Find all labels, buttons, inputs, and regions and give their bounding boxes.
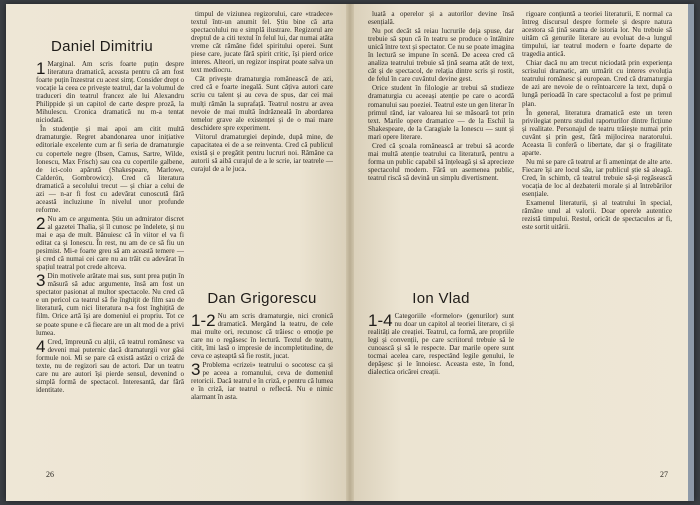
paragraph-text: Nu am scris dramaturgie, nici cronică dramatică. Mergând la teatru, de cele mai multe ori, recunosc că trăiesc o emoție pe care nu o regăsesc în lectură. Textul de teatru, citit, îmi lasă o impresie de incompletitudine, de ceva ce așteaptă să fie rostit, jucat.	[191, 312, 333, 361]
left-column-2-bottom	[191, 312, 333, 458]
right-column-1-bottom	[368, 312, 514, 458]
paragraph	[191, 75, 333, 131]
question-number: 1	[36, 60, 46, 78]
paragraph	[368, 142, 514, 182]
paragraph	[522, 158, 672, 198]
right-column-1	[368, 10, 514, 282]
paragraph-text: luată a operelor și a autorilor devine însă esențială.	[368, 10, 514, 27]
question-number: 4	[36, 336, 46, 356]
paragraph-text: Marginal. Am scris foarte puțin despre literatura dramatică, aceasta pentru că am fost foarte puțin înzestrat cu acest simț. Consider drept o vocație la ceea ce privește teatrul, dar la volumul de traduceri din teatrul francez ale lui Alexandru Philippide și un capitol de carte despre proză, la Mihulescu. Cronica dramatică nu m-a tentat niciodată.	[36, 60, 184, 125]
paragraph-text: Cât privește dramaturgia românească de azi, cred că e foarte inegală. Sunt câțiva autori care scriu cu talent și au ceva de spus, dar cei mai mulți rămân la suprafață. Teatrul nostru ar avea nevoie de mai multă îndrăzneală în abordarea temelor grave ale existenței și de o mai mare deschidere spre experiment.	[191, 75, 333, 132]
heading-daniel-dimitriu: Daniel Dimitriu	[50, 38, 154, 55]
page-number-right: 27	[660, 470, 668, 479]
paragraph	[36, 215, 184, 271]
book-gutter	[346, 4, 354, 501]
paragraph-text: rigoare conțiuntă a teoriei literaturii, E normal ca întreg discursul despre formele și despre natura acestora să țină seama de istoria lor. Nu trebuie să uităm că genurile literare au evoluat de-a lungul timpului, iar teatrul modern e foarte departe de tragedia antică.	[522, 10, 672, 59]
paragraph	[36, 272, 184, 336]
paragraph-text: În general, literatura dramatică este un teren privilegiat pentru studiul raporturilor dintre ficțiune și realitate. Personajul de teatru trăiește numai prin cuvânt și prin gest, fără mijlocirea naratorului. Aceasta îi conferă o libertate, dar și o fragilitate aparte.	[522, 108, 672, 157]
question-number: 3	[191, 360, 201, 380]
paragraph	[522, 10, 672, 58]
right-column-2	[522, 10, 672, 458]
paragraph	[368, 27, 514, 83]
paragraph	[36, 60, 184, 124]
question-number: 1-2	[191, 312, 216, 330]
heading-ion-vlad: Ion Vlad	[412, 290, 470, 307]
paragraph-text: Examenul literaturii, și al teatrului în special, rămâne unul al valorii. Doar operele autentice rezistă timpului. Restul, oricât de spectaculos ar fi, este sortit uitării.	[522, 199, 672, 232]
paragraph	[191, 133, 333, 173]
page-number-left: 26	[46, 470, 54, 479]
paragraph	[522, 59, 672, 107]
question-number: 3	[36, 271, 46, 291]
paragraph	[36, 125, 184, 214]
paragraph-text: Nu mi se pare că teatrul ar fi amenințat de alte arte. Fiecare își are locul său, iar publicul știe să aleagă. Cred, în schimb, că teatrul trebuie să-și regăsească vocația de loc al dezbaterii morale și al întrebărilor esențiale.	[522, 157, 672, 199]
paragraph-text: Din motivele arătate mai sus, sunt prea puțin în măsură să aduc argumente, însă am fost un spectator pasionat al multor spectacole. Nu cred că e un pericol ca teatrul să fie înghițit de film sau de literatură, cum nici literatura n-a fost înghițită de film. Orice artă își are domeniul ei propriu. Tot ce se poate spune e că fiecare are un alt mod de a privi lumea.	[36, 272, 184, 337]
paragraph-text: Orice student în filologie ar trebui să studieze dramaturgia cu aceeași atenție pe care o acordă romanului sau poeziei. Teatrul este un gen literar în primul rând, iar valoarea lui se măsoară tot prin text. Marile opere dramatice — de la Eschil la Shakespeare, de la Caragiale la Ionescu — sunt și mari opere literare.	[368, 84, 514, 141]
paragraph-text: Nu am ce argumenta. Știu un admirator discret al gazetei Thalia, și îl cunosc pe îndelete, și nu mai e așa de mult. Bănuiesc că în viitor el va fi editat ca și Ionescu. În rest, nu am de ce să fiu un pesimist. Mi-e foarte greu să am această temere — și cred că numai cei care nu au trăit cu adevărat în spațiul teatral pot crede altceva.	[36, 214, 184, 272]
paragraph	[191, 361, 333, 401]
left-page	[6, 4, 350, 501]
paragraph	[368, 84, 514, 140]
paragraph-text: Nu pot decât să reiau lucrurile deja spuse, dar trebuie să spun că în teatru se produce o întâlnire unică între text și spectator. Ce nu se poate imagina în lectură se impune în scenă. De aceea cred că analiza teatrului trebuie să țină seama atât de text, cât și de spectacol, de relația dintre scris și rostit, de felul în care cuvântul devine gest.	[368, 27, 514, 84]
paragraph	[191, 10, 333, 74]
question-number: 1-4	[368, 312, 393, 330]
left-column-2	[191, 10, 333, 282]
paragraph-text: Categoriile «formelor» (genurilor) sunt nu doar un capitol al teoriei literare, ci și realități ale creației. Teatrul, ca formă, are propriile legi și convenții, pe care scriitorul trebuie să le cunoască și să le respecte. Dar marile opere sunt tocmai acelea care, respectând legile genului, le depășesc și le înnoiesc. Aceasta este, în fond, dialectica oricărei creații.	[368, 312, 514, 377]
right-page	[350, 4, 694, 501]
paragraph-text: Cred, împreună cu alții, că teatrul românesc va deveni mai puternic dacă dramaturgii vor găsi formule noi. Mi se pare că există astăzi o criză de texte, nu de regizori sau de actori. Dar un teatru care nu are autori își pierde sensul, devenind o simplă formă de spectacol. Interesantă, dar fără identitate.	[36, 337, 184, 394]
paragraph	[191, 312, 333, 360]
paragraph	[36, 338, 184, 394]
left-column-1	[36, 60, 184, 458]
paragraph	[522, 199, 672, 231]
book-spread	[6, 4, 694, 501]
paragraph-text: Viitorul dramaturgiei depinde, după mine, de capacitatea ei de a se reinventa. Cred că publicul există și e pregătit pentru lucruri noi. Rămâne ca autorii să aibă curajul de a le scrie, iar teatrele — curajul de a le juca.	[191, 132, 333, 173]
paragraph	[368, 312, 514, 376]
paragraph	[522, 109, 672, 157]
book-cover-edge	[688, 4, 694, 501]
paragraph	[368, 10, 514, 26]
question-number: 2	[36, 213, 46, 233]
paragraph-text: Chiar dacă nu am trecut niciodată prin experiența scrisului dramatic, am urmărit cu interes evoluția teatrului românesc și european. Cred că dramaturgia de azi are nevoie de o reîntoarcere la text, după o lungă perioadă în care spectacolul a fost pe primul plan.	[522, 59, 672, 108]
heading-dan-grigorescu: Dan Grigorescu	[207, 290, 317, 307]
paragraph-text: Cred că școala românească ar trebui să acorde mai multă atenție teatrului ca literatură, pentru a forma un public capabil să înțeleagă și să aprecieze spectacolul modern. Fără un asemenea public, teatrul riscă să devină un simplu divertisment.	[368, 141, 514, 182]
paragraph-text: În studenție și mai apoi am citit multă dramaturgie. Regret abandonarea unor inițiative editoriale excelente cum ar fi seria de dramaturgie cu copertele negre (Ibsen, Camus, Sartre, Wilde, Ionescu, Max Frisch) sau cea cu copertile galbene, de ici-colo apărută (Shakespeare, Marlowe, Calderón, Gombrowicz). Cred că literatura dramatică a secolului trecut — și chiar a celui de azi — n-ar fi fost cu adevărat cunoscută fără această incluziune în nivelul unor profunde reforme.	[36, 125, 184, 214]
paragraph-text: Problema «crizei» teatrului o socotesc ca și pe aceea a romanului, ceva de domeniul retoricii. Dacă teatrul e în criză, e pentru că lumea e în criză, iar teatrul o reflectă. Nu e nimic alarmant în asta.	[191, 361, 333, 402]
paragraph-text: timpul de viziunea regizorului, care «tradece» textul într-un anumit fel. Știu bine că arta spectacolului nu e simplă ilustrare. Regizorul are dreptul de a citi textul în felul lui, dar numai atâta vreme cât rămâne fidel spiritului operei. Sunt piese care, jucate fără spirit critic, își pierd orice interes. Alteori, un regizor inspirat poate salva un text mediocru.	[191, 10, 333, 75]
